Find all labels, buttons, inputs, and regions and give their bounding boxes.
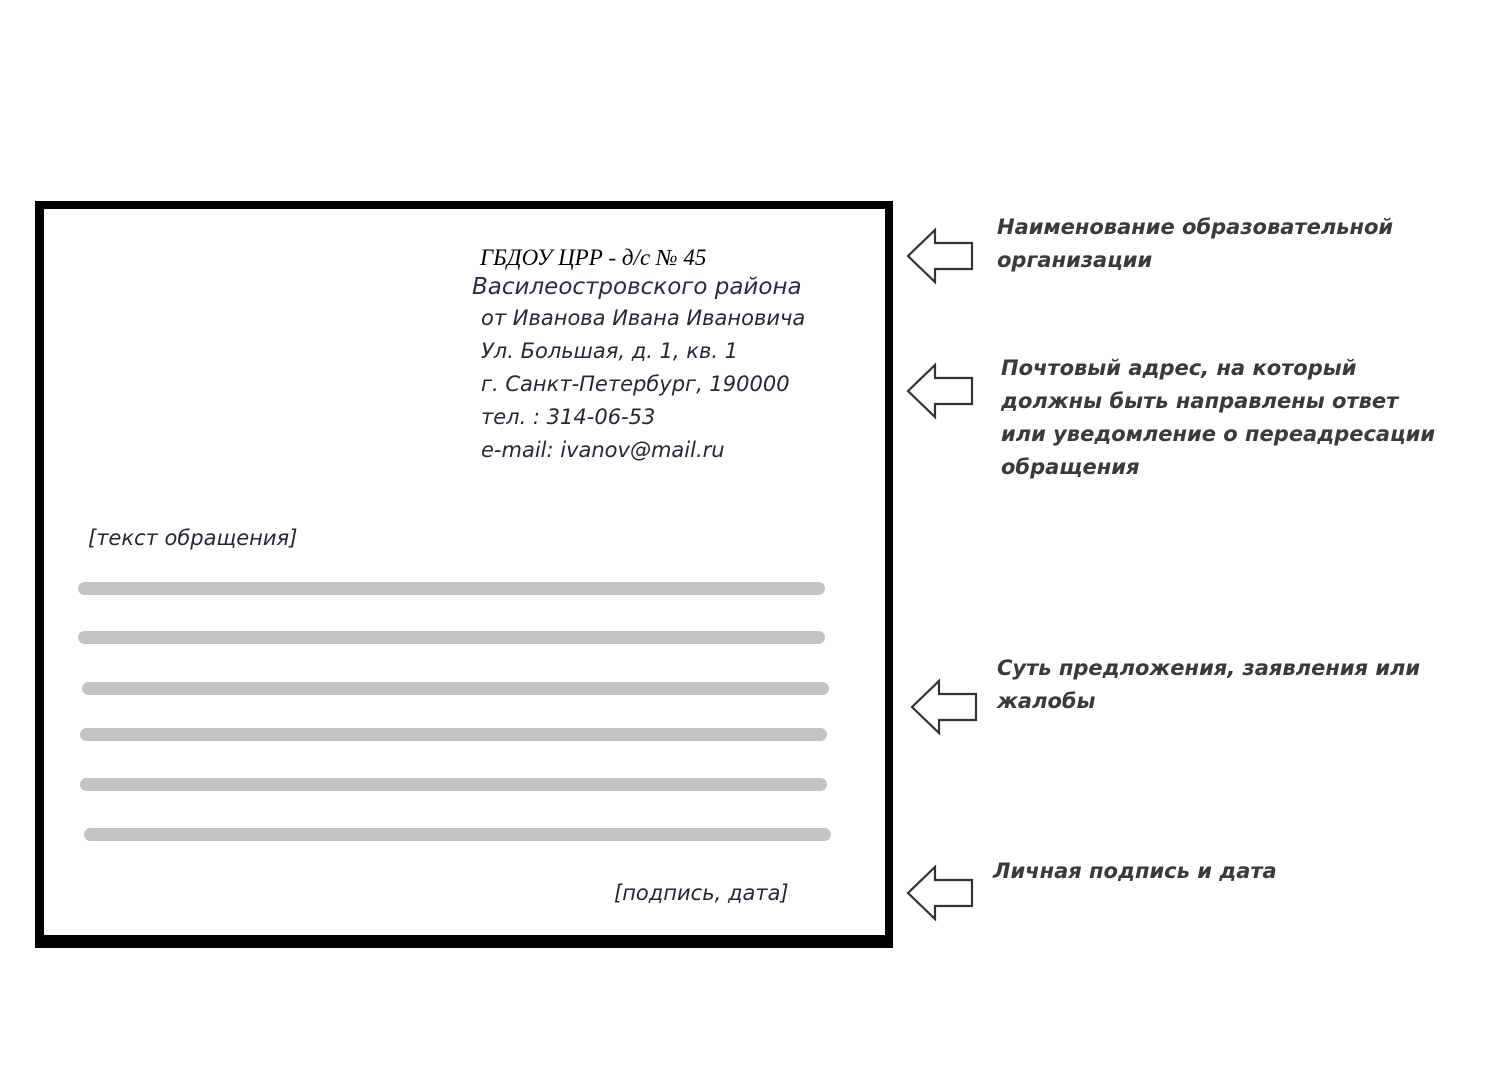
sender-name: от Иванова Ивана Ивановича [481,306,806,330]
organization-name-line-2: Василеостровского района [472,274,802,300]
annotation-line: должны быть направлены ответ [1001,389,1399,413]
body-placeholder: [текст обращения] [88,526,298,550]
sender-city-address: г. Санкт-Петербург, 190000 [481,372,790,396]
left-arrow-icon [905,227,975,285]
sender-street-address: Ул. Большая, д. 1, кв. 1 [481,339,739,363]
text-line [82,682,829,695]
left-arrow-icon [909,678,979,736]
text-line [78,582,825,595]
annotation-line: Суть предложения, заявления или [997,656,1421,680]
annotation-organization [997,211,1393,277]
annotation-signature [993,855,1277,888]
annotation-line: Почтовый адрес, на который [1001,356,1357,380]
annotation-body [997,652,1420,718]
signature-placeholder: [подпись, дата] [614,881,789,905]
left-arrow-icon [905,864,975,922]
text-line [84,828,831,841]
annotation-line: жалобы [997,689,1096,713]
annotation-line: организации [997,248,1153,272]
text-line [78,631,825,644]
annotation-postal-address [1001,352,1435,484]
sender-email: e-mail: ivanov@mail.ru [481,438,725,462]
text-line [80,778,827,791]
organization-name-line-1: ГБДОУ ЦРР - д/с № 45 [480,245,707,270]
sender-phone: тел. : 314-06-53 [481,405,656,429]
annotation-line: или уведомление о переадресации [1001,422,1436,446]
text-line [80,728,827,741]
annotation-line: обращения [1001,455,1140,479]
annotation-line: Личная подпись и дата [993,859,1277,883]
left-arrow-icon [905,362,975,420]
annotation-line: Наименование образовательной [997,215,1394,239]
